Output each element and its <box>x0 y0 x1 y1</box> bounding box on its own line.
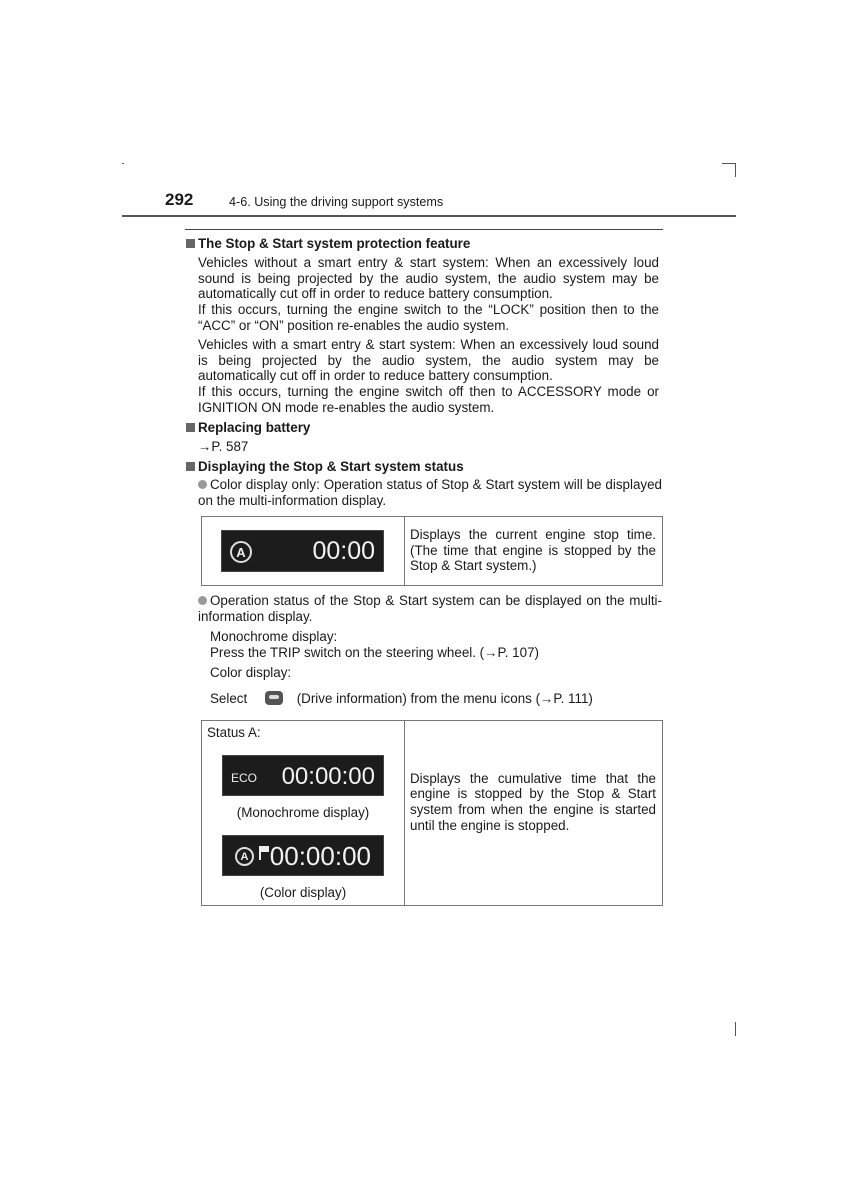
heading-status-text: Displaying the Stop & Start system status <box>198 459 464 474</box>
divider <box>185 229 663 230</box>
heading-protection <box>186 236 470 251</box>
mono-display-instruction: Press the TRIP switch on the steering wheel. (→P. 107) <box>210 645 539 660</box>
round-bullet-icon <box>198 596 207 605</box>
lcd-current-stop-time <box>221 530 384 572</box>
heading-battery-text: Replacing battery <box>198 420 311 435</box>
table2-display-cell <box>202 721 405 906</box>
select-rest: (Drive information) from the menu icons (→P. 111) <box>296 691 593 706</box>
lcd-monochrome-time: 00:00:00 <box>281 763 375 790</box>
color-display-label: Color display: <box>210 665 292 680</box>
bullet-color-display-only-text: Color display only: Operation status of Stop & Start system will be displayed on the multi-information display. <box>198 477 662 508</box>
crop-mark-top-right-h <box>722 163 736 164</box>
status-a-label: Status A: <box>207 725 261 740</box>
paragraph-no-smart-entry: Vehicles without a smart entry & start system: When an excessively loud sound is being projected by the audio system, the audio system may be automatically cut off in order to reduce battery consumption. <box>198 255 659 302</box>
paragraph-smart-entry: Vehicles with a smart entry & start system: When an excessively loud sound is being projected by the audio system, the audio system may be automatically cut off in order to reduce battery consumption. <box>198 337 659 384</box>
crop-mark-bottom-right <box>735 1022 736 1036</box>
heading-battery <box>186 420 310 435</box>
lcd-monochrome <box>222 755 384 796</box>
auto-stop-a-icon: A <box>230 541 252 563</box>
eco-indicator: ECO <box>231 771 258 785</box>
crop-mark-top-right-v <box>735 163 736 177</box>
round-bullet-icon <box>198 480 207 489</box>
bullet-operation-status-text: Operation status of the Stop & Start system can be displayed on the multi-information display. <box>198 593 662 624</box>
square-bullet-icon <box>186 462 195 471</box>
page-number: 292 <box>165 190 194 209</box>
lcd-color <box>222 835 384 876</box>
color-caption: (Color display) <box>259 885 347 900</box>
square-bullet-icon <box>186 239 195 248</box>
table-current-stop-time <box>201 516 663 586</box>
table1-description-cell <box>405 517 663 586</box>
bullet-operation-status <box>198 593 662 624</box>
heading-status <box>186 459 464 474</box>
crop-mark-top-left <box>122 163 124 164</box>
table2-description-cell <box>405 721 663 906</box>
select-word: Select <box>210 691 248 706</box>
battery-reference-link[interactable]: →P. 587 <box>198 439 249 454</box>
section-title: 4-6. Using the driving support systems <box>229 195 444 209</box>
heading-protection-text: The Stop & Start system protection feature <box>198 236 471 251</box>
monochrome-caption: (Monochrome display) <box>236 805 370 820</box>
drive-information-icon <box>265 691 283 705</box>
paragraph-smart-entry-recovery: If this occurs, turning the engine switch off then to ACCESSORY mode or IGNITION ON mode re-enables the audio system. <box>198 384 659 415</box>
paragraph-no-smart-entry-recovery: If this occurs, turning the engine switch to the “LOCK” position then to the “ACC” or “ON” position re-enables the audio system. <box>198 302 659 333</box>
square-bullet-icon <box>186 423 195 432</box>
bullet-color-display-only <box>198 477 662 508</box>
lcd-color-time: 00:00:00 <box>269 841 371 871</box>
flag-icon <box>259 846 269 860</box>
table1-display-cell <box>202 517 405 586</box>
lcd-time: 00:00 <box>312 537 375 565</box>
header-rule <box>122 215 736 217</box>
mono-display-label: Monochrome display: <box>210 629 338 644</box>
table-cumulative-stop-time <box>201 720 663 906</box>
table2-description: Displays the cumulative time that the engine is stopped by the Stop & Start system from when the engine is started until the engine is stopped. <box>410 770 656 833</box>
table1-description: Displays the current engine stop time. (The time that engine is stopped by the Stop & Start system.) <box>410 527 656 574</box>
color-display-instruction <box>210 691 593 706</box>
auto-stop-a-icon: A <box>235 847 254 866</box>
